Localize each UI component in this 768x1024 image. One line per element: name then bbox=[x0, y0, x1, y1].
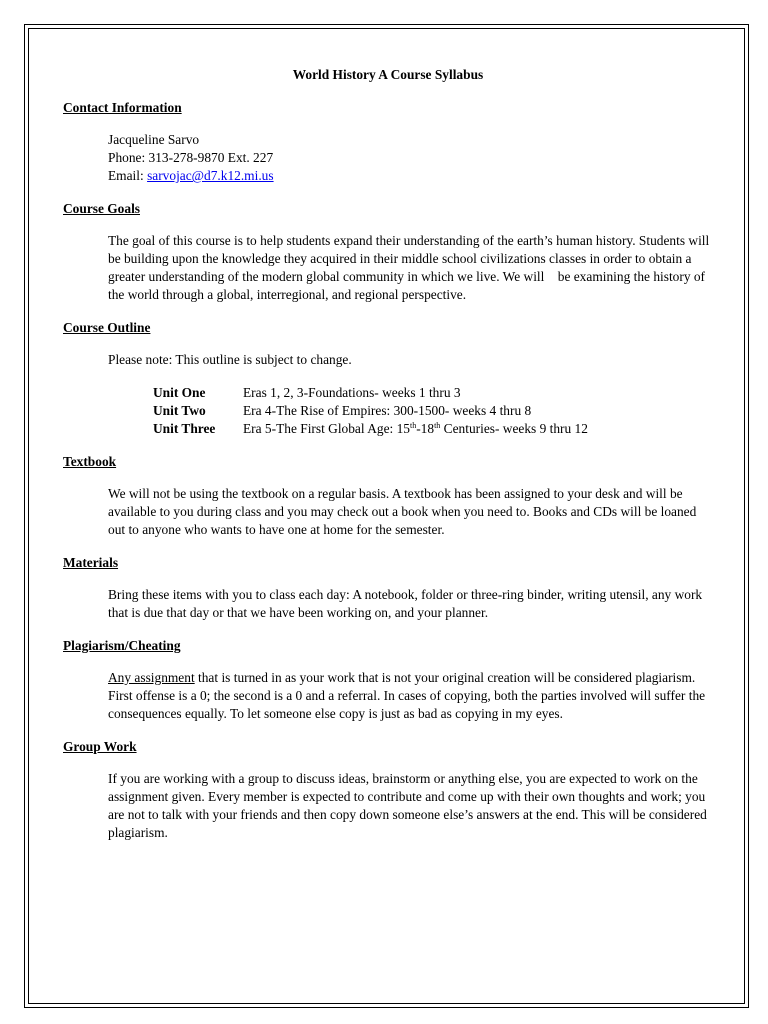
outline-heading: Course Outline bbox=[63, 320, 151, 335]
outline-note: Please note: This outline is subject to change. bbox=[108, 352, 352, 367]
plagiarism-text bbox=[63, 669, 713, 723]
unit-row bbox=[153, 384, 588, 402]
unit-row bbox=[153, 420, 588, 438]
contact-heading: Contact Information bbox=[63, 100, 182, 115]
unit-desc: Era 4-The Rise of Empires: 300-1500- weeks 4 thru 8 bbox=[243, 403, 532, 418]
plagiarism-heading: Plagiarism/Cheating bbox=[63, 638, 181, 653]
unit-desc-part: Centuries- weeks 9 thru 12 bbox=[440, 421, 588, 436]
unit-name: Unit One bbox=[153, 385, 206, 400]
goals-heading: Course Goals bbox=[63, 201, 140, 216]
unit-row bbox=[153, 402, 588, 420]
goals-text: The goal of this course is to help students expand their understanding of the earth’s human history. Students will be building upon the knowledge they acquired in their middle school civilizations classes in order to obtain a greater understanding of the modern global community in which we live. We will be examining the history of the world through a global, interregional, and regional perspective. bbox=[108, 233, 713, 302]
email-link[interactable]: sarvojac@d7.k12.mi.us bbox=[147, 168, 274, 183]
unit-desc bbox=[243, 420, 588, 438]
group-heading: Group Work bbox=[63, 739, 137, 754]
syllabus-document bbox=[63, 66, 713, 857]
textbook-text: We will not be using the textbook on a regular basis. A textbook has been assigned to your desk and will be available to you during class and you may check out a book when you need to. Books and CDs will be loaned out to anyone who wants to have one at home for the semester. bbox=[108, 486, 697, 537]
plagiarism-lead: Any assignment bbox=[108, 670, 195, 685]
contact-email-line bbox=[108, 167, 713, 185]
ordinal-suffix: th bbox=[409, 421, 417, 430]
textbook-heading: Textbook bbox=[63, 454, 117, 469]
group-text: If you are working with a group to discuss ideas, brainstorm or anything else, you are expected to work on the assignment given. Every member is expected to contribute and come up with their own thoughts and work; you are not to talk with your friends and then copy down someone else’s answers at the end. This will be considered plagiarism. bbox=[108, 771, 707, 840]
contact-phone: Phone: 313-278-9870 Ext. 227 bbox=[108, 150, 274, 165]
document-title: World History A Course Syllabus bbox=[292, 67, 484, 82]
email-label: Email: bbox=[108, 168, 148, 183]
unit-table bbox=[153, 384, 588, 438]
unit-desc: Eras 1, 2, 3-Foundations- weeks 1 thru 3 bbox=[243, 385, 461, 400]
contact-name: Jacqueline Sarvo bbox=[108, 132, 200, 147]
materials-heading: Materials bbox=[63, 555, 119, 570]
unit-desc-part: -18 bbox=[416, 421, 435, 436]
unit-name: Unit Two bbox=[153, 403, 206, 418]
contact-block bbox=[63, 131, 713, 185]
materials-text: Bring these items with you to class each day: A notebook, folder or three-ring binder, writing utensil, any work that is due that day or that we have been working on, and your planner. bbox=[108, 587, 703, 620]
ordinal-suffix: th bbox=[434, 421, 441, 430]
unit-name: Unit Three bbox=[153, 421, 216, 436]
unit-desc-part: Era 5-The First Global Age: 15 bbox=[243, 421, 410, 436]
plagiarism-body: that is turned in as your work that is not your original creation will be considered plagiarism. First offense is a 0; the second is a 0 and a referral. In cases of copying, both the parties involved will suffer the consequences equally. To let someone else copy is just as bad as copying in my eyes. bbox=[108, 670, 706, 721]
